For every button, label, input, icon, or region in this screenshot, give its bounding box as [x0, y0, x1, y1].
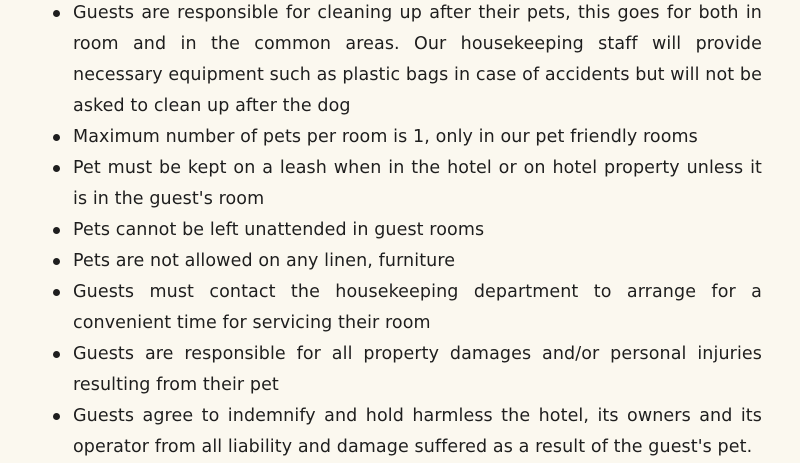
bullet-icon [53, 10, 60, 17]
policy-item-housekeeping [48, 277, 762, 339]
bullet-icon [53, 289, 60, 296]
policy-item-damages [48, 339, 762, 401]
bullet-icon [53, 165, 60, 172]
bullet-icon [53, 258, 60, 265]
bullet-icon [53, 351, 60, 358]
policy-text: Guests are responsible for cleaning up after their pets, this goes for both in room and in the common areas. Our housekeeping staff will provide necessary equipment such as plastic bags in case of accidents but will not be asked to clean up after the dog [73, 3, 762, 116]
policy-text: Guests must contact the housekeeping department to arrange for a convenient time for servicing their room [73, 282, 762, 333]
policy-text: Guests are responsible for all property damages and/or personal injuries resulting from their pet [73, 344, 762, 395]
policy-text: Pets cannot be left unattended in guest rooms [73, 220, 485, 240]
policy-item-cleanup [48, 0, 762, 122]
bullet-icon [53, 227, 60, 234]
policy-text: Pets are not allowed on any linen, furniture [73, 251, 456, 271]
policy-text: Pet must be kept on a leash when in the hotel or on hotel property unless it is in the guest's room [73, 158, 762, 209]
pet-policy-list [48, 0, 762, 463]
policy-item-indemnify [48, 401, 762, 463]
policy-text: Guests agree to indemnify and hold harmless the hotel, its owners and its operator from all liability and damage suffered as a result of the guest's pet. [73, 406, 762, 457]
policy-item-leash [48, 153, 762, 215]
bullet-icon [53, 413, 60, 420]
policy-item-max-pets [48, 122, 762, 153]
policy-text: Maximum number of pets per room is 1, only in our pet friendly rooms [73, 127, 698, 147]
policy-item-linen [48, 246, 762, 277]
policy-item-unattended [48, 215, 762, 246]
bullet-icon [53, 134, 60, 141]
